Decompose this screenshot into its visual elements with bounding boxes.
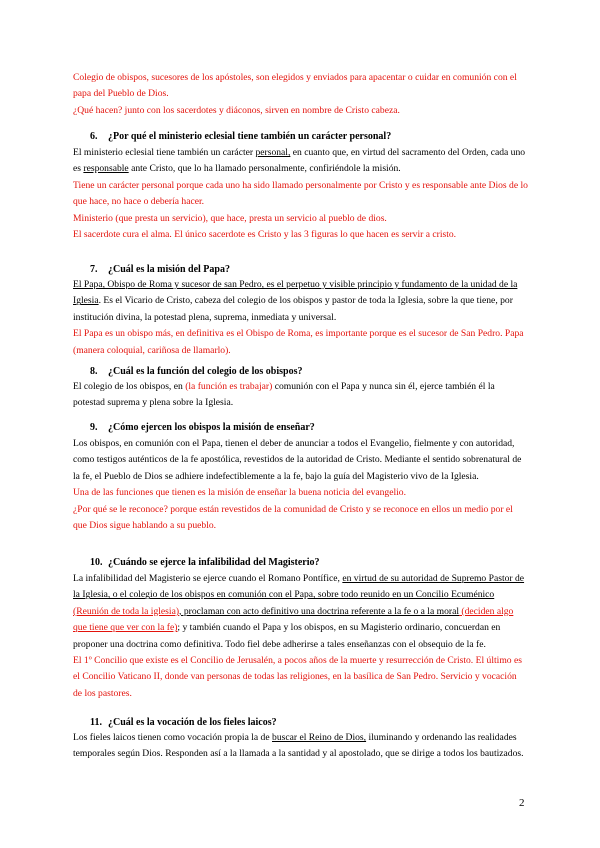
answer-text: iluminando y ordenando las realidades temporales según Dios. Responden así a la llamada a la santidad y al apostolado, que se dirige a todos los bautizados. [73, 732, 524, 760]
intro-note-1: Colegio de obispos, sucesores de los apóstoles, son elegidos y enviados para apacentar o cuidar en comunión con el papa del Pueblo de Dios. [73, 72, 517, 100]
question-8-answer [73, 379, 528, 412]
intro-note-2: ¿Qué hacen? junto con los sacerdotes y diáconos, sirven en nombre de Cristo cabeza. [73, 104, 400, 116]
question-10-number: 10. [90, 557, 103, 568]
question-9-body [73, 436, 528, 534]
answer-text: ante Cristo, que lo ha llamado personalmente, confiriéndole la misión. [128, 163, 401, 175]
question-11-body [73, 730, 528, 763]
question-6-note-1: Tiene un carácter personal porque cada uno ha sido llamado personalmente por Cristo y es responsable ante Dios de lo que hace, no hace o debería hacer. [73, 179, 528, 208]
question-6-body [73, 145, 528, 243]
question-8-heading [90, 365, 302, 379]
question-8-body [73, 379, 528, 412]
question-7-body [73, 277, 528, 359]
question-9-number: 9. [90, 422, 98, 433]
answer-inline-note: (deciden algo que tiene que ver con la fe) [73, 605, 514, 634]
question-9-note-2: ¿Por qué se le reconoce? porque están revestidos de la comunidad de Cristo y se reconoce en ellos un medio por el que Dios sigue hablando a su pueblo. [73, 503, 513, 532]
question-11-answer [73, 730, 528, 763]
question-7-answer [73, 277, 528, 326]
answer-text: ; y también cuando el Papa y los obispos, en su Magisterio ordinario, concuerdan en proponer una doctrina como definitiva. Todo fiel debe adherirse a tales enseñanzas con el obsequio de la fe. [73, 622, 501, 650]
answer-text: en cuanto que, en virtud del sacramento del Orden, cada uno es [73, 147, 526, 175]
question-10-answer [73, 571, 528, 653]
answer-inline-note: (Reunión de toda la iglesia) [73, 605, 180, 617]
question-8-title: ¿Cuál es la función del colegio de los obispos? [108, 366, 303, 377]
answer-text: . Es el Vicario de Cristo, cabeza del colegio de los obispos y pastor de toda la Iglesia, sobre la que tiene, por institución divina, la potestad plena, suprema, inmediata y universal. [73, 295, 513, 323]
question-8-number: 8. [90, 366, 98, 377]
question-11-heading [90, 716, 277, 730]
question-6-note-3: El sacerdote cura el alma. El único sacerdote es Cristo y las 3 figuras lo que hacen es servir a cristo. [73, 229, 457, 241]
answer-text: comunión con el Papa y nunca sin él, ejerce también él la potestad suprema y plena sobre la Iglesia. [73, 381, 495, 409]
answer-text: Los fieles laicos tienen como vocación propia la de [73, 732, 273, 743]
question-6-answer [73, 145, 528, 178]
question-10-heading [90, 556, 319, 570]
answer-text: La infalibilidad del Magisterio se ejerce cuando el Romano Pontífice, [73, 573, 343, 584]
question-7-number: 7. [90, 264, 98, 275]
question-7-title: ¿Cuál es la misión del Papa? [108, 264, 230, 275]
question-11-number: 11. [90, 717, 102, 728]
question-6-heading [90, 130, 391, 144]
answer-text: El colegio de los obispos, en [73, 381, 186, 392]
question-6-note-2: Ministerio (que presta un servicio), que hace, presta un servicio al pueblo de dios. [73, 212, 387, 224]
answer-underlined: El Papa, Obispo de Roma y sucesor de san Pedro, es el perpetuo y visible principio y fundamento de la unidad de la Iglesia [73, 279, 518, 307]
answer-underlined: buscar el Reino de Dios, [272, 732, 367, 743]
question-10-body [73, 571, 528, 702]
page-number: 2 [519, 797, 525, 809]
question-7-note-1: El Papa es un obispo más, en definitiva es el Obispo de Roma, es importante porque es el sucesor de San Pedro. Papa (manera coloquial, cariñosa de llamarlo). [73, 328, 524, 356]
answer-text: El ministerio eclesial tiene también un carácter [73, 147, 256, 158]
question-6-number: 6. [90, 131, 98, 142]
question-9-title: ¿Cómo ejercen los obispos la misión de enseñar? [108, 422, 315, 433]
question-10-note-1: El 1º Concilio que existe es el Concilio de Jerusalén, a pocos años de la muerte y resurrección de Cristo. El último es el Concilio Vaticano II, donde van personas de todas las religiones, en la basílica de San Pedro. Servicio y vocación de los pastores. [73, 655, 522, 699]
question-9-heading [90, 421, 315, 435]
question-6-title: ¿Por qué el ministerio eclesial tiene también un carácter personal? [108, 131, 392, 142]
answer-underlined: , proclaman con acto definitivo una doctrina referente a la fe o a la moral [179, 605, 459, 617]
answer-underlined: responsable [83, 163, 129, 175]
answer-inline-note: (la función es trabajar) [185, 381, 273, 392]
question-9-answer: Los obispos, en comunión con el Papa, tienen el deber de anunciar a todos el Evangelio, fielmente y con autoridad, como testigos auténticos de la fe apostólica, revestidos de la autoridad de Cristo. Mediante el sentido sobrenatural de la fe, el Pueblo de Dios se adhiere indefectiblemente a la fe, bajo la guía del Magisterio vivo de la Iglesia. [73, 438, 522, 482]
question-10-title: ¿Cuándo se ejerce la infalibilidad del Magisterio? [108, 557, 320, 568]
question-9-note-1: Una de las funciones que tienen es la misión de enseñar la buena noticia del evangelio. [73, 487, 406, 499]
intro-notes [73, 70, 528, 119]
question-7-heading [90, 263, 230, 277]
answer-underlined: personal, [255, 147, 291, 158]
question-11-title: ¿Cuál es la vocación de los fieles laicos? [108, 717, 277, 728]
answer-underlined: en virtud de su autoridad de Supremo Pastor de la Iglesia, o el colegio de los obispos en comunión con el Papa, sobre todo reunido en un Concilio Ecuménico [73, 573, 525, 601]
